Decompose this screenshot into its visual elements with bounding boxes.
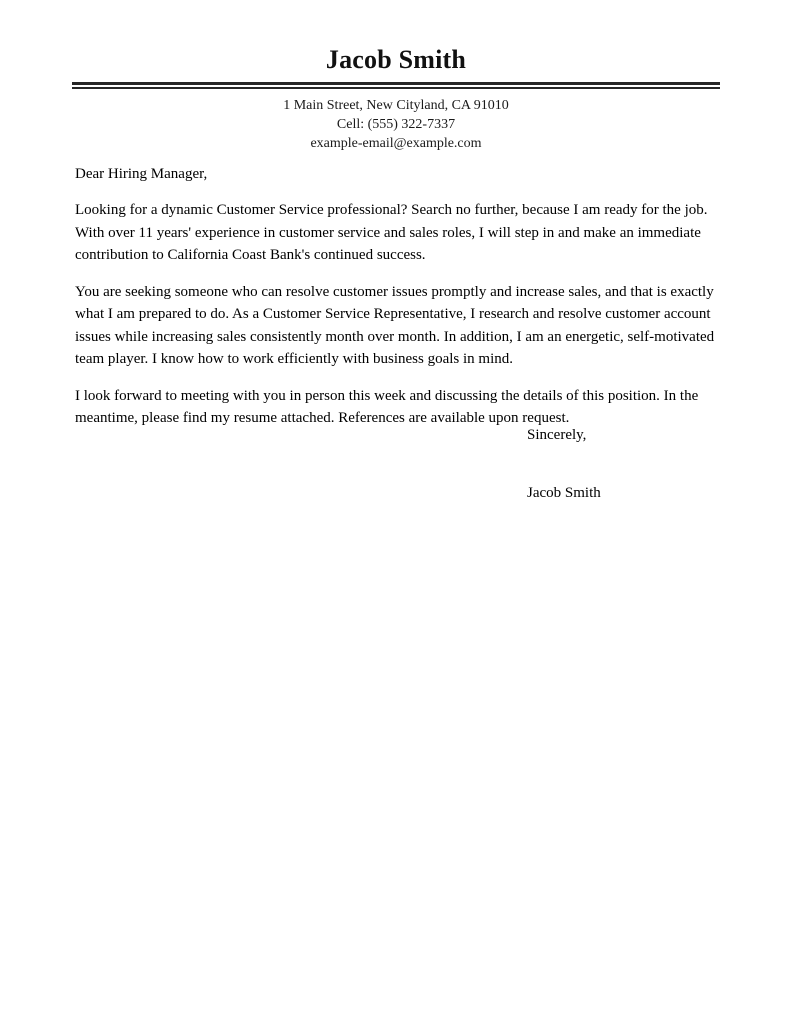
letter-header bbox=[72, 44, 720, 89]
contact-email: example-email@example.com bbox=[310, 136, 482, 151]
page-title: Jacob Smith bbox=[325, 45, 467, 74]
header-divider bbox=[72, 82, 720, 89]
letter-salutation: Dear Hiring Manager, bbox=[75, 166, 208, 182]
contact-address: 1 Main Street, New Cityland, CA 91010 bbox=[283, 98, 509, 113]
letter-paragraph-1: Looking for a dynamic Customer Service professional? Search no further, because I am ready for the job. With over 11 years' experience in customer service and sales roles, I will step in and make an immediate contribution to California Coast Bank's continued success. bbox=[75, 202, 708, 263]
letter-paragraph-3: I look forward to meeting with you in person this week and discussing the details of this position. In the meantime, please find my resume attached. References are available upon request. bbox=[75, 387, 699, 426]
contact-phone: Cell: (555) 322-7337 bbox=[336, 117, 456, 132]
closing-salutation: Sincerely, bbox=[527, 427, 587, 443]
signature-name: Jacob Smith bbox=[527, 485, 601, 501]
closing-block bbox=[527, 424, 727, 504]
letter-paragraph-2: You are seeking someone who can resolve customer issues promptly and increase sales, and that is exactly what I am prepared to do. As a Customer Service Representative, I research and resolve customer account issues while increasing sales consistently month over month. In addition, I am an energetic, self-motivated team player. I know how to work efficiently with business goals in mind. bbox=[75, 283, 715, 367]
contact-block bbox=[72, 96, 720, 153]
letter-body bbox=[75, 163, 727, 444]
divider-rule-thin bbox=[72, 87, 720, 89]
